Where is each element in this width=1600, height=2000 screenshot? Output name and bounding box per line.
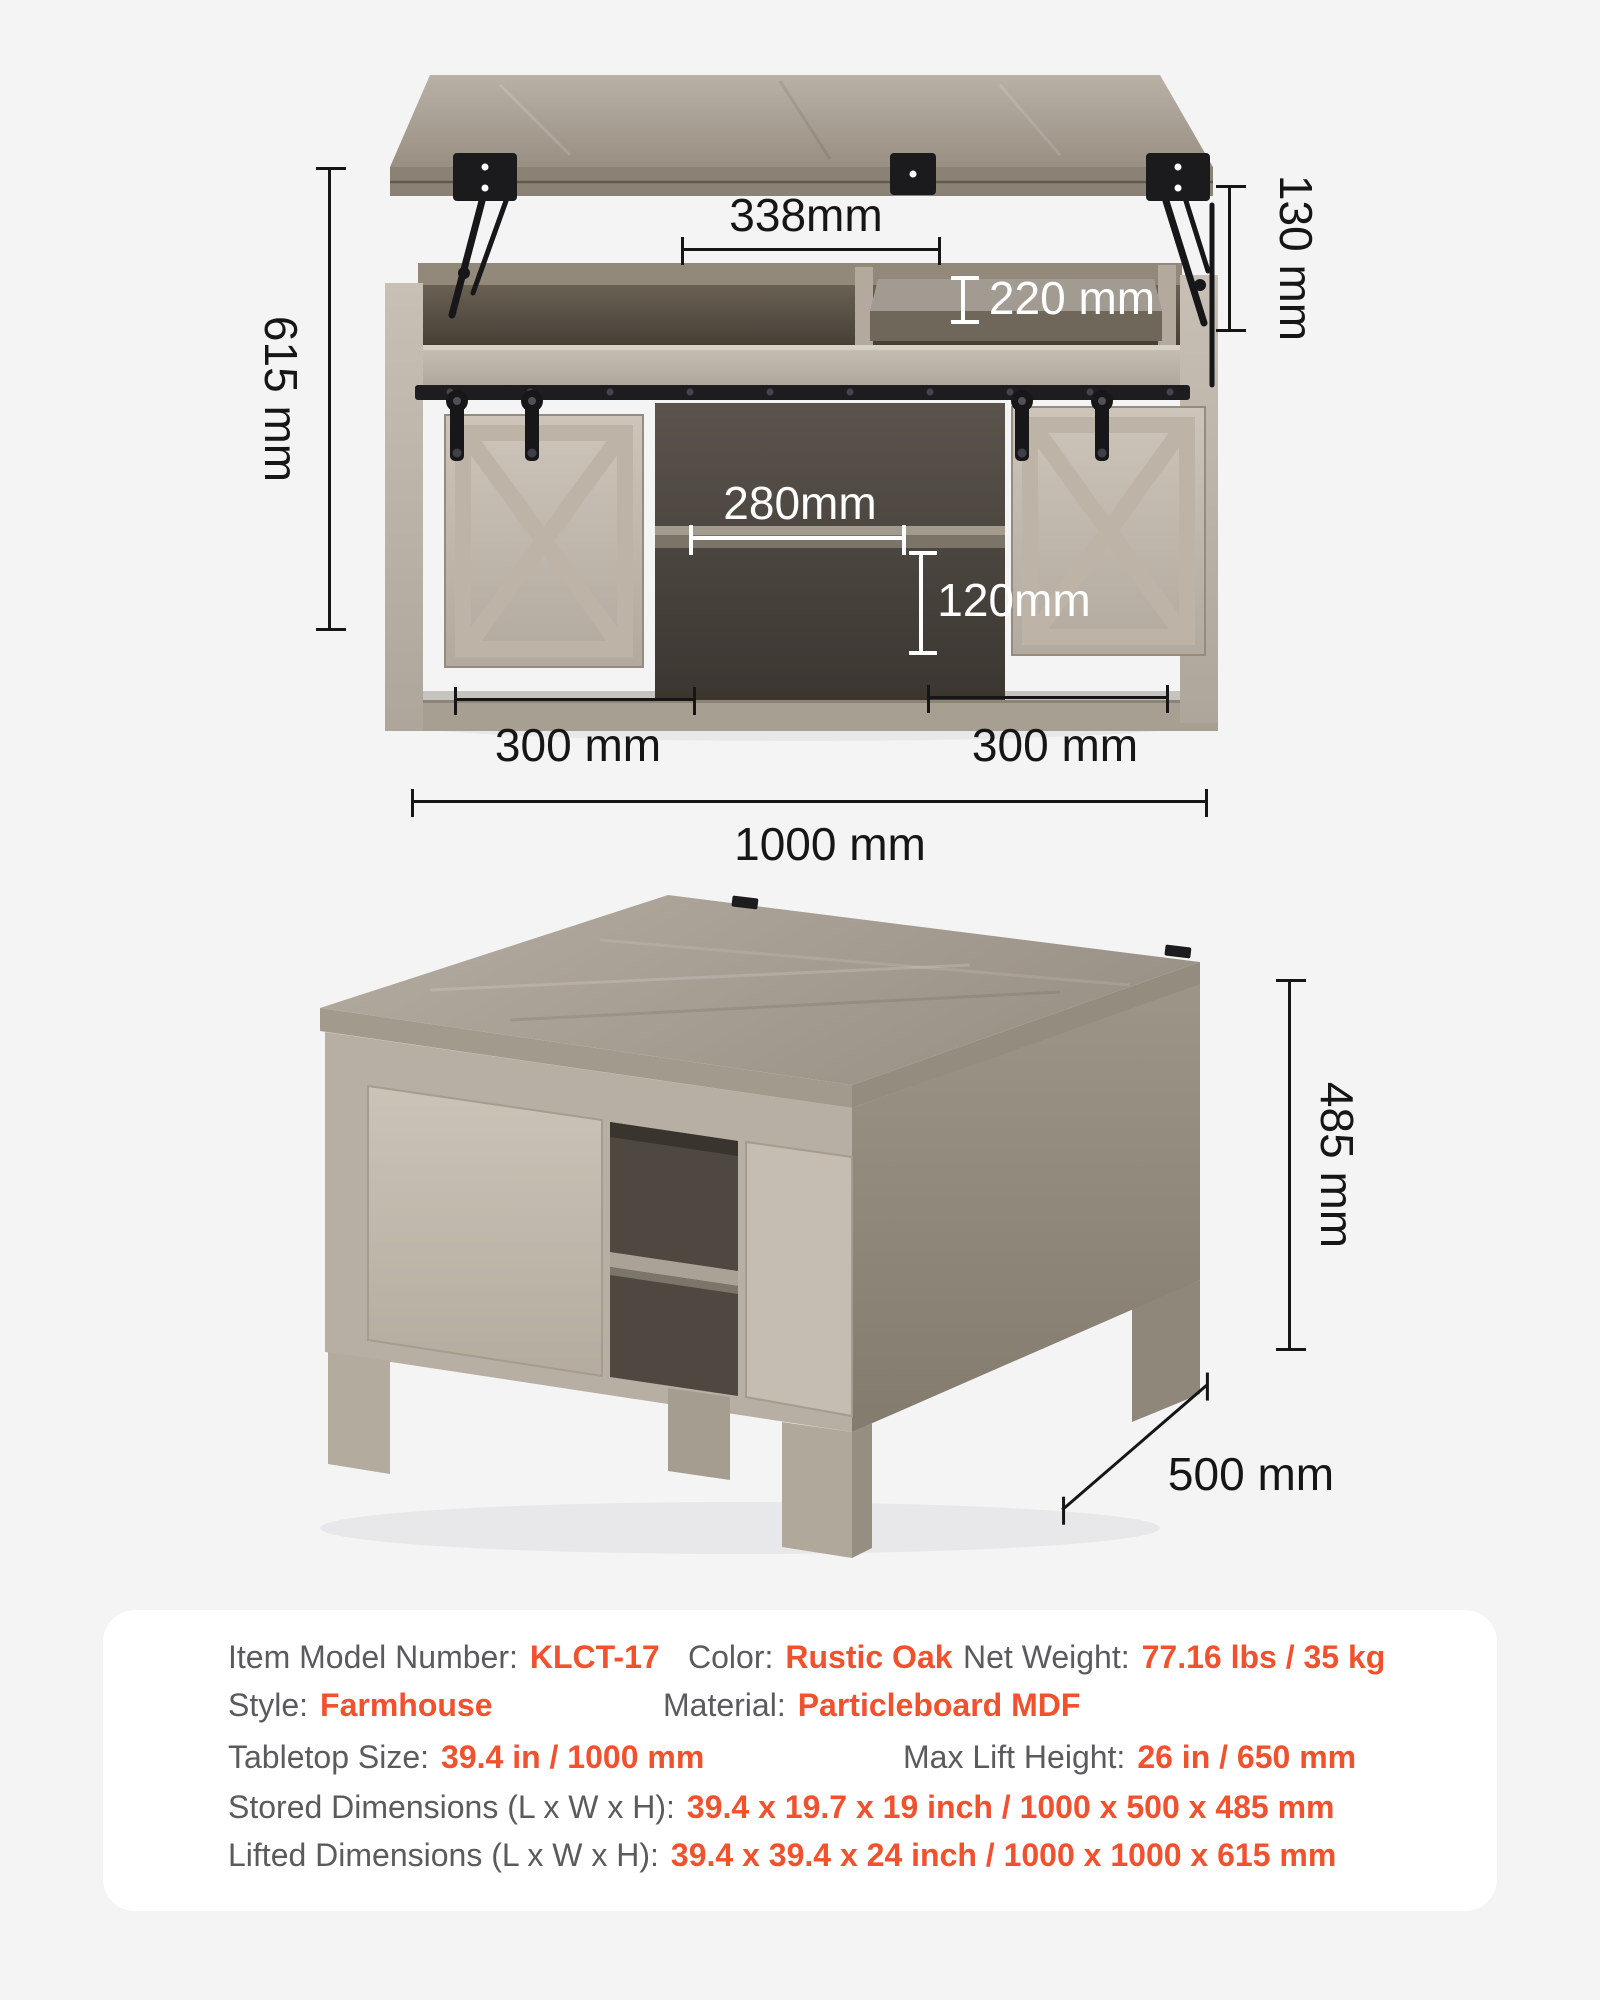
spec-style	[228, 1685, 493, 1725]
dim-line-left-door-width	[455, 698, 695, 701]
lifted-table-illustration	[360, 55, 1240, 745]
front-right-leg	[782, 1422, 852, 1558]
spec-stored-dimensions	[228, 1787, 1335, 1827]
style-label: Style:	[228, 1687, 309, 1723]
spec-tabletop	[228, 1737, 704, 1777]
spec-row-5	[103, 1835, 1497, 1875]
spec-row-3	[103, 1737, 1497, 1777]
dim-line-compartment-depth	[961, 277, 965, 323]
material-label: Material:	[663, 1687, 786, 1723]
dim-label-stored-height: 485 mm	[1311, 1081, 1363, 1249]
lifted-tabletop	[390, 75, 1213, 201]
spec-weight	[963, 1637, 1385, 1677]
dim-label-depth: 500 mm	[1167, 1448, 1335, 1500]
max-lift-label: Max Lift Height:	[903, 1739, 1126, 1775]
model-label: Item Model Number:	[228, 1639, 518, 1675]
dim-label-overall-width: 1000 mm	[734, 818, 926, 870]
open-compartment	[610, 1122, 738, 1396]
dim-line-middle-opening-width	[690, 536, 905, 540]
lifted-value: 39.4 x 39.4 x 24 inch / 1000 x 1000 x 615 mm	[670, 1837, 1337, 1873]
spec-row-2	[103, 1685, 1497, 1725]
color-value: Rustic Oak	[785, 1639, 953, 1675]
dim-label-under-shelf-height: 120mm	[937, 574, 1091, 626]
spec-max-lift	[903, 1737, 1356, 1777]
dim-line-inner-top-width	[682, 248, 940, 251]
dim-label-lift-clearance: 130 mm	[1270, 174, 1322, 342]
middle-leg	[668, 1388, 730, 1480]
dim-label-middle-opening-width: 280mm	[723, 477, 877, 529]
closed-table-illustration	[270, 880, 1220, 1580]
dim-line-overall-height	[328, 168, 331, 630]
tabletop-label: Tabletop Size:	[228, 1739, 430, 1775]
dim-line-under-shelf-height	[919, 552, 923, 654]
dim-label-right-door-width: 300 mm	[971, 719, 1139, 771]
dim-label-overall-height: 615 mm	[255, 315, 307, 483]
spec-row-1	[103, 1637, 1497, 1677]
spec-lifted-dimensions	[228, 1835, 1336, 1875]
left-barn-door	[445, 415, 643, 667]
dim-line-stored-height	[1288, 980, 1291, 1350]
dim-label-inner-top-width: 338mm	[729, 189, 883, 241]
tabletop-value: 39.4 in / 1000 mm	[441, 1739, 705, 1775]
spec-card	[103, 1610, 1497, 1911]
dim-line-right-door-width	[928, 696, 1168, 699]
model-value: KLCT-17	[529, 1639, 660, 1675]
dim-line-lift-clearance	[1228, 186, 1231, 331]
lifted-label: Lifted Dimensions (L x W x H):	[228, 1837, 659, 1873]
dim-line-overall-width	[412, 800, 1207, 803]
front-left-door	[368, 1086, 602, 1376]
color-label: Color:	[688, 1639, 774, 1675]
weight-label: Net Weight:	[963, 1639, 1130, 1675]
material-value: Particleboard MDF	[797, 1687, 1081, 1723]
front-right-door	[746, 1142, 852, 1416]
dim-label-compartment-depth: 220 mm	[988, 272, 1156, 324]
spec-row-4	[103, 1787, 1497, 1827]
dim-label-left-door-width: 300 mm	[494, 719, 662, 771]
stored-value: 39.4 x 19.7 x 19 inch / 1000 x 500 x 485 mm	[686, 1789, 1335, 1825]
front-left-leg	[328, 1352, 390, 1474]
spec-material	[663, 1685, 1080, 1725]
style-value: Farmhouse	[320, 1687, 493, 1723]
spec-color	[688, 1637, 953, 1677]
stored-label: Stored Dimensions (L x W x H):	[228, 1789, 675, 1825]
spec-model	[228, 1637, 660, 1677]
weight-value: 77.16 lbs / 35 kg	[1141, 1639, 1386, 1675]
max-lift-value: 26 in / 650 mm	[1137, 1739, 1357, 1775]
